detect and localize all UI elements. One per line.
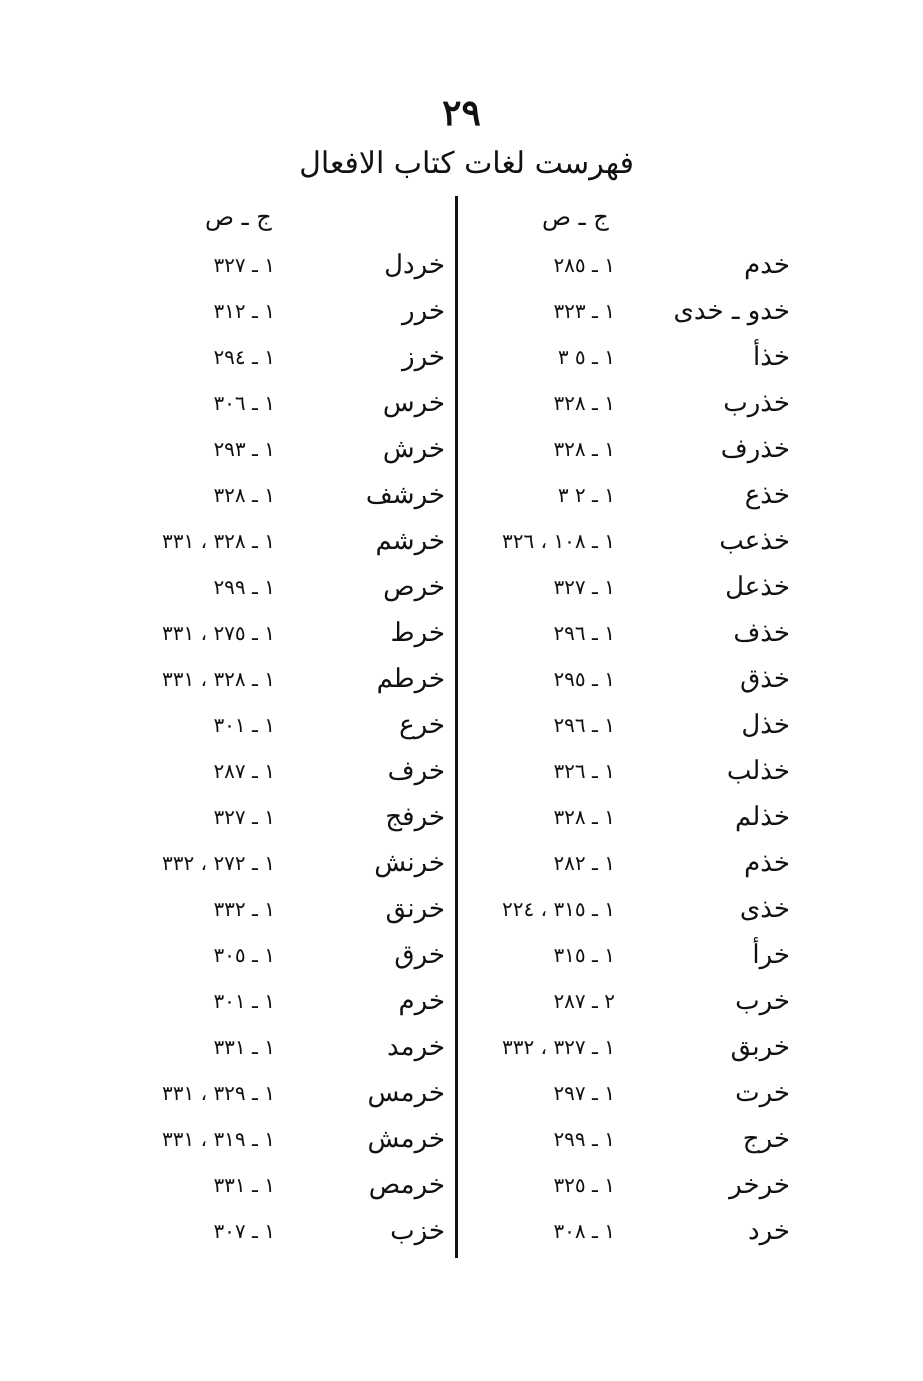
entry-reference: ١ ـ ٣٢٧ ، ٣٣٢ (502, 1035, 615, 1059)
entry-reference: ١ ـ ١٠٨ ، ٣٢٦ (502, 529, 615, 553)
entry-word: خرشم (375, 526, 445, 556)
entry-reference: ١ ـ ٣٢٨ (553, 437, 615, 461)
index-entry (130, 1027, 445, 1073)
right-entry-list (470, 245, 790, 1257)
entry-reference: ١ ـ ٣٢٨ (553, 805, 615, 829)
entry-reference: ١ ـ ٢٧٢ ، ٣٣٢ (162, 851, 275, 875)
entry-reference: ١ ـ ٢٩٩ (213, 575, 275, 599)
index-entry (470, 383, 790, 429)
index-entry (130, 659, 445, 705)
entry-word: خرق (394, 940, 445, 970)
index-entry (130, 751, 445, 797)
index-entry (470, 935, 790, 981)
entry-reference: ١ ـ ٢٩٥ (553, 667, 615, 691)
entry-word: خرطم (376, 664, 445, 694)
index-entry (470, 659, 790, 705)
entry-word: خذعل (725, 572, 790, 602)
page-number: ٢٩ (442, 92, 481, 134)
entry-reference: ١ ـ ٣٢٨ (553, 391, 615, 415)
entry-reference: ١ ـ ٢٩٤ (213, 345, 275, 369)
left-column-header: ج ـ ص (205, 203, 272, 231)
index-entry (130, 613, 445, 659)
entry-reference: ١ ـ ٣٢٩ ، ٣٣١ (162, 1081, 275, 1105)
entry-reference: ١ ـ ٢٧٥ ، ٣٣١ (162, 621, 275, 645)
entry-reference: ١ ـ ٣٣٢ (213, 897, 275, 921)
index-entry (130, 889, 445, 935)
index-entry (130, 1165, 445, 1211)
entry-word: خرم (398, 986, 445, 1016)
entry-word: خذف (733, 618, 790, 648)
index-entry (130, 521, 445, 567)
index-entry (130, 245, 445, 291)
entry-word: خربق (730, 1032, 790, 1062)
entry-reference: ٢ ـ ٢٨٧ (553, 989, 615, 1013)
entry-reference: ١ ـ ٣٠٨ (553, 1219, 615, 1243)
entry-word: خرمص (368, 1170, 445, 1200)
index-entry (130, 291, 445, 337)
index-entry (130, 337, 445, 383)
entry-word: خذق (740, 664, 790, 694)
index-entry (470, 245, 790, 291)
entry-reference: ١ ـ ٢٩٣ (213, 437, 275, 461)
entry-reference: ١ ـ ٢٨٧ (213, 759, 275, 783)
entry-word: خرفج (385, 802, 445, 832)
entry-reference: ١ ـ ٣٠٥ (213, 943, 275, 967)
index-entry (470, 751, 790, 797)
entry-reference: ١ ـ ٣٢٧ (213, 253, 275, 277)
entry-word: خزب (390, 1216, 445, 1246)
entry-reference: ١ ـ ٣١٢ (213, 299, 275, 323)
index-entry (470, 567, 790, 613)
index-entry (470, 475, 790, 521)
entry-reference: ١ ـ ٣٢٧ (213, 805, 275, 829)
entry-reference: ١ ـ ٣٢٣ (553, 299, 615, 323)
entry-word: خرنش (374, 848, 445, 878)
index-entry (130, 1073, 445, 1119)
entry-reference: ١ ـ ٢٩٦ (553, 713, 615, 737)
page-title: فهرست لغات كتاب الافعال (299, 146, 634, 181)
entry-reference: ١ ـ ٣٢٨ (213, 483, 275, 507)
index-entry (470, 1211, 790, 1257)
entry-word: خرش (382, 434, 445, 464)
index-entry (130, 797, 445, 843)
entry-word: خرمس (367, 1078, 445, 1108)
entry-word: خذرب (723, 388, 790, 418)
index-entry (470, 1119, 790, 1165)
index-entry (130, 935, 445, 981)
entry-reference: ١ ـ ٣٠١ (213, 989, 275, 1013)
entry-word: خذأ (753, 342, 790, 372)
entry-reference: ١ ـ ٣١٩ ، ٣٣١ (162, 1127, 275, 1151)
index-entry (470, 521, 790, 567)
entry-word: خرع (399, 710, 445, 740)
entry-word: خذعب (719, 526, 790, 556)
entry-word: خرأ (752, 940, 790, 970)
index-entry (470, 1027, 790, 1073)
index-entry (470, 337, 790, 383)
entry-word: خرمد (387, 1032, 445, 1062)
entry-word: خرص (383, 572, 445, 602)
entry-word: خرخر (729, 1170, 790, 1200)
index-entry (130, 981, 445, 1027)
entry-reference: ١ ـ ٣١٥ (553, 943, 615, 967)
entry-word: خذع (744, 480, 790, 510)
index-entry (470, 981, 790, 1027)
entry-word: خرج (742, 1124, 790, 1154)
entry-reference: ١ ـ ٣٢٥ (553, 1173, 615, 1197)
entry-reference: ١ ـ ٣٣١ (213, 1035, 275, 1059)
index-entry (470, 705, 790, 751)
right-column-header: ج ـ ص (542, 203, 609, 231)
entry-word: خذرف (720, 434, 790, 464)
left-entry-list (130, 245, 445, 1257)
entry-word: خرف (387, 756, 445, 786)
index-entry (470, 613, 790, 659)
index-entry (470, 429, 790, 475)
entry-word: خرت (735, 1078, 790, 1108)
entry-word: خرد (748, 1216, 790, 1246)
entry-reference: ١ ـ ٢٨٥ (553, 253, 615, 277)
entry-reference: ١ ـ ٢٨٢ (553, 851, 615, 875)
entry-word: خرط (390, 618, 445, 648)
entry-reference: ١ ـ ٢٩٧ (553, 1081, 615, 1105)
entry-reference: ١ ـ ٣٢٨ ، ٣٣١ (162, 667, 275, 691)
entry-reference: ١ ـ ٣١٥ ، ٢٢٤ (502, 897, 615, 921)
entry-word: خدو ـ خدى (673, 296, 790, 326)
index-entry (470, 291, 790, 337)
entry-word: خذلم (735, 802, 790, 832)
entry-word: خردل (384, 250, 445, 280)
entry-reference: ١ ـ ٣٢٧ (553, 575, 615, 599)
entry-reference: ١ ـ ٣٠٦ (213, 391, 275, 415)
entry-reference: ١ ـ ٣٢٦ (553, 759, 615, 783)
entry-reference: ١ ـ ٣٢٨ ، ٣٣١ (162, 529, 275, 553)
index-entry (470, 889, 790, 935)
index-entry (470, 843, 790, 889)
entry-word: خذى (739, 894, 790, 924)
column-divider (455, 196, 458, 1258)
entry-word: خرب (735, 986, 790, 1016)
entry-word: خذلب (726, 756, 790, 786)
index-entry (130, 383, 445, 429)
index-entry (470, 797, 790, 843)
index-entry (130, 429, 445, 475)
index-entry (470, 1165, 790, 1211)
index-entry (130, 475, 445, 521)
index-entry (130, 1119, 445, 1165)
index-entry (130, 843, 445, 889)
entry-reference: ١ ـ ٥ ٣ (557, 345, 615, 369)
entry-reference: ١ ـ ٢٩٦ (553, 621, 615, 645)
index-entry (130, 567, 445, 613)
entry-word: خذم (744, 848, 790, 878)
entry-reference: ١ ـ ٢ ٣ (557, 483, 615, 507)
entry-reference: ١ ـ ٢٩٩ (553, 1127, 615, 1151)
entry-word: خرنق (385, 894, 445, 924)
index-entry (130, 705, 445, 751)
entry-word: خرمش (367, 1124, 445, 1154)
index-entry (470, 1073, 790, 1119)
entry-word: خدم (744, 250, 790, 280)
index-entry (130, 1211, 445, 1257)
entry-reference: ١ ـ ٣٠٧ (213, 1219, 275, 1243)
entry-word: خرشف (365, 480, 445, 510)
entry-reference: ١ ـ ٣٣١ (213, 1173, 275, 1197)
entry-word: خرز (402, 342, 445, 372)
entry-reference: ١ ـ ٣٠١ (213, 713, 275, 737)
entry-word: خذل (741, 710, 790, 740)
entry-word: خرس (382, 388, 445, 418)
entry-word: خرر (402, 296, 445, 326)
